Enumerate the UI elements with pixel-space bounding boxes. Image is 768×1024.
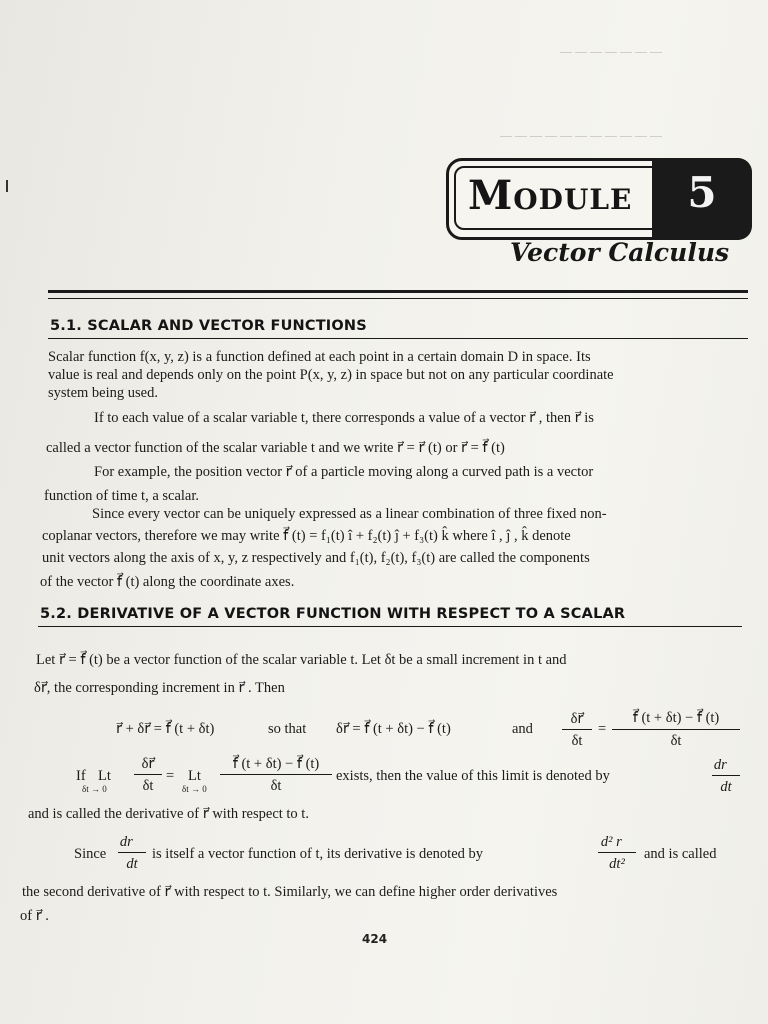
- fraction-denominator: dt: [126, 856, 138, 872]
- paragraph-line: system being used.: [48, 385, 158, 401]
- module-number: 5: [687, 168, 717, 217]
- section-heading-5-2: 5.2. DERIVATIVE OF A VECTOR FUNCTION WITH RESPECT TO A SCALAR: [40, 606, 626, 622]
- chapter-title: Vector Calculus: [510, 238, 730, 267]
- margin-mark: [6, 180, 8, 192]
- fraction-numerator: d² r⃗: [600, 834, 634, 850]
- equation-text: =: [598, 721, 607, 737]
- equation-increment: r⃗ + δr⃗ = f⃗ (t + δt): [116, 721, 215, 737]
- paragraph-line: δr⃗, the corresponding increment in r⃗ . Then: [34, 680, 285, 696]
- module-label: MODULE: [468, 172, 633, 219]
- paragraph-line: called a vector function of the scalar variable t and we write r⃗ = r⃗ (t) or r⃗ = f⃗ (t): [46, 440, 505, 456]
- equation-text: and: [512, 721, 533, 737]
- fraction-denominator: dt: [720, 779, 732, 795]
- fraction-numerator: δr⃗: [141, 756, 155, 772]
- equation-text: If: [76, 768, 86, 784]
- fraction-bar: [712, 775, 740, 776]
- module-number-tab: [652, 158, 752, 240]
- equation-text: =: [166, 768, 175, 784]
- fraction-numerator: f⃗ (t + δt) − f⃗ (t): [632, 710, 720, 726]
- limit-operator: Lt: [98, 768, 111, 784]
- bleed-through-text: — — — — — — —: [560, 44, 662, 58]
- paragraph-line: of the vector f⃗ (t) along the coordinate axes.: [40, 574, 295, 590]
- fraction-numerator: dr⃗: [713, 757, 739, 773]
- section-rule: [48, 338, 748, 339]
- paragraph-line: Let r⃗ = f⃗ (t) be a vector function of the scalar variable t. Let δt be a small increment in t and: [36, 652, 567, 668]
- section-heading-5-1: 5.1. SCALAR AND VECTOR FUNCTIONS: [50, 318, 367, 334]
- fraction-bar: [562, 729, 592, 730]
- section-rule: [38, 626, 742, 627]
- equation-text: and is called: [644, 846, 717, 862]
- equation-text: exists, then the value of this limit is denoted by: [336, 768, 610, 784]
- fraction-numerator: dr⃗: [119, 834, 145, 850]
- fraction-denominator: δt: [670, 733, 682, 749]
- paragraph-line: value is real and depends only on the point P(x, y, z) in space but not on any particular coordinate: [48, 367, 614, 383]
- fraction-denominator: δt: [270, 778, 282, 794]
- paragraph-line: Scalar function f(x, y, z) is a function defined at each point in a certain domain D in space. Its: [48, 349, 591, 365]
- fraction-denominator: δt: [142, 778, 154, 794]
- bleed-through-text: — — — — — — — — — — —: [500, 128, 662, 142]
- fraction-numerator: f⃗ (t + δt) − f⃗ (t): [232, 756, 320, 772]
- fraction-denominator: δt: [571, 733, 583, 749]
- paragraph-line: the second derivative of r⃗ with respect to t. Similarly, we can define higher order derivatives: [22, 884, 558, 900]
- fraction-denominator: dt²: [609, 856, 625, 872]
- module-badge: [446, 158, 752, 240]
- paragraph-line: function of time t, a scalar.: [44, 488, 200, 504]
- equation-text: Since: [74, 846, 107, 862]
- equation-text: so that: [268, 721, 307, 737]
- title-rule-thick: [48, 290, 748, 293]
- paragraph-line: If to each value of a scalar variable t, there corresponds a value of a vector r⃗ , then r⃗ is: [94, 410, 594, 426]
- paragraph-line: unit vectors along the axis of x, y, z respectively and f₁(t), f₂(t), f₃(t) are called the components: [42, 550, 590, 566]
- fraction-numerator: δr⃗: [570, 711, 584, 727]
- fraction-bar: [118, 852, 146, 853]
- fraction-bar: [134, 774, 162, 775]
- equation-difference: δr⃗ = f⃗ (t + δt) − f⃗ (t): [336, 721, 451, 737]
- limit-subscript: δt → 0: [82, 784, 107, 794]
- paragraph-line: coplanar vectors, therefore we may write f⃗ (t) = f₁(t) î + f₂(t) ĵ + f₃(t) k̂ where î , ĵ , k̂ denote: [42, 528, 571, 544]
- fraction-bar: [220, 774, 332, 775]
- limit-operator: Lt: [188, 768, 201, 784]
- paragraph-line: Since every vector can be uniquely expressed as a linear combination of three fixed non-: [92, 506, 607, 522]
- paragraph-line: of r⃗ .: [20, 908, 49, 924]
- paragraph-line: and is called the derivative of r⃗ with respect to t.: [28, 806, 309, 822]
- title-rule-thin: [48, 298, 748, 299]
- paragraph-line: For example, the position vector r⃗ of a particle moving along a curved path is a vector: [94, 464, 594, 480]
- limit-subscript: δt → 0: [182, 784, 207, 794]
- fraction-bar: [612, 729, 740, 730]
- page-number: 424: [362, 932, 388, 946]
- equation-text: is itself a vector function of t, its derivative is denoted by: [152, 846, 484, 862]
- fraction-bar: [598, 852, 636, 853]
